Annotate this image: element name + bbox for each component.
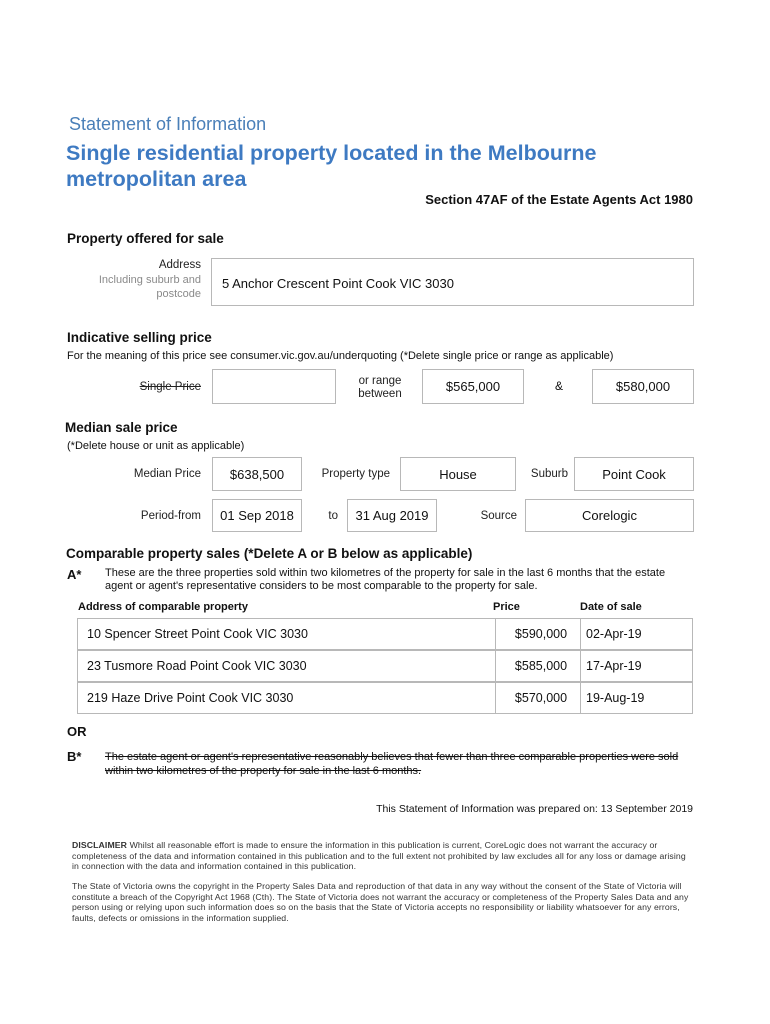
comparable-heading: Comparable property sales (*Delete A or B below as applicable)	[66, 546, 473, 561]
comparable-price: $590,000	[514, 627, 568, 641]
table-row	[77, 650, 693, 682]
col-date-header: Date of sale	[580, 601, 642, 613]
period-from-field[interactable]	[212, 499, 302, 532]
comparable-price: $585,000	[514, 659, 568, 673]
comparable-date: 02-Apr-19	[586, 627, 642, 641]
option-a-text: These are the three properties sold within two kilometres of the property for sale in the last 6 months that the estate agent or agent's representative considers to be most comparable to the property for sale.	[105, 567, 666, 592]
divider	[580, 619, 581, 649]
section-reference: Section 47AF of the Estate Agents Act 1980	[425, 192, 693, 207]
divider	[580, 683, 581, 713]
range-low-field[interactable]	[422, 369, 524, 404]
address-value: 5 Anchor Crescent Point Cook VIC 3030	[222, 276, 454, 291]
property-type-field[interactable]	[400, 457, 516, 491]
indicative-note: For the meaning of this price see consumer.vic.gov.au/underquoting (*Delete single price or range as applicable)	[67, 350, 614, 362]
col-price-header: Price	[493, 601, 520, 613]
source-field[interactable]	[525, 499, 694, 532]
divider	[495, 683, 496, 713]
or-label: OR	[67, 724, 87, 739]
suburb-value: Point Cook	[602, 466, 666, 482]
col-address-header: Address of comparable property	[78, 601, 248, 613]
property-heading: Property offered for sale	[67, 231, 224, 246]
comparable-address: 10 Spencer Street Point Cook VIC 3030	[87, 627, 308, 641]
option-b-text: The estate agent or agent's representative reasonably believes that fewer than three comparable properties were sold within two kilometres of the property for sale in the last 6 months.	[105, 751, 679, 777]
table-row	[77, 618, 693, 650]
range-high-field[interactable]	[592, 369, 694, 404]
table-row	[77, 682, 693, 714]
source-value: Corelogic	[582, 508, 637, 523]
comparable-address: 23 Tusmore Road Point Cook VIC 3030	[87, 659, 307, 673]
median-note: (*Delete house or unit as applicable)	[67, 440, 245, 452]
ampersand: &	[555, 379, 564, 393]
address-field[interactable]	[211, 258, 694, 306]
divider	[495, 651, 496, 681]
disclaimer-label: DISCLAIMER	[72, 840, 128, 850]
address-label: Address	[158, 259, 201, 271]
statement-title: Statement of Information	[69, 114, 267, 134]
period-to-field[interactable]	[347, 499, 437, 532]
divider	[495, 619, 496, 649]
suburb-label: Suburb	[530, 468, 568, 480]
median-price-value: $638,500	[229, 466, 285, 482]
range-label: or range between	[358, 375, 402, 400]
option-a-marker: A*	[67, 567, 82, 582]
median-heading: Median sale price	[65, 420, 178, 435]
single-price-field[interactable]	[212, 369, 336, 404]
option-b-marker: B*	[67, 749, 82, 764]
median-price-field[interactable]	[212, 457, 302, 491]
comparable-price: $570,000	[514, 691, 568, 705]
to-label: to	[328, 510, 338, 522]
range-high-value: $580,000	[615, 379, 671, 394]
divider	[580, 651, 581, 681]
property-type-label: Property type	[321, 468, 390, 480]
address-sublabel: Including suburb and postcode	[98, 274, 201, 300]
comparable-date: 19-Aug-19	[586, 691, 645, 705]
median-price-label: Median Price	[133, 468, 201, 480]
suburb-field[interactable]	[574, 457, 694, 491]
disclaimer-text: Whilst all reasonable effort is made to ensure the information in this publication is current, CoreLogic does not warrant the accuracy or completeness of the data and information contained in this publication and to the full extent not prohibited by law excludes all for any loss or damage arising in connection with the data and information contained in this publication.	[72, 840, 686, 871]
property-type-value: House	[439, 466, 477, 482]
single-price-label: Single Price	[139, 381, 201, 393]
disclaimer	[72, 840, 692, 872]
page-title: Single residential property located in the Melbourne metropolitan area	[66, 141, 597, 191]
prepared-date: This Statement of Information was prepared on: 13 September 2019	[376, 803, 693, 815]
indicative-heading: Indicative selling price	[67, 330, 212, 345]
source-label: Source	[480, 510, 517, 522]
range-low-value: $565,000	[445, 379, 501, 394]
comparable-address: 219 Haze Drive Point Cook VIC 3030	[87, 691, 294, 705]
comparable-date: 17-Apr-19	[586, 659, 642, 673]
period-from-value: 01 Sep 2018	[220, 508, 294, 523]
copyright-notice: The State of Victoria owns the copyright in the Property Sales Data and reproduction of that data in any way without the consent of the State of Victoria will constitute a breach of the Copyright Act 1968 (Cth). The State of Victoria does not warrant the accuracy or completeness of the Property Sales Data and any person using or relying upon such information does so on the basis that the State of Victoria accepts no responsibility or liability whatsoever for any errors, faults, defects or omissions in the information supplied.	[72, 881, 689, 923]
period-to-value: 31 Aug 2019	[355, 508, 429, 523]
period-from-label: Period-from	[140, 510, 201, 522]
